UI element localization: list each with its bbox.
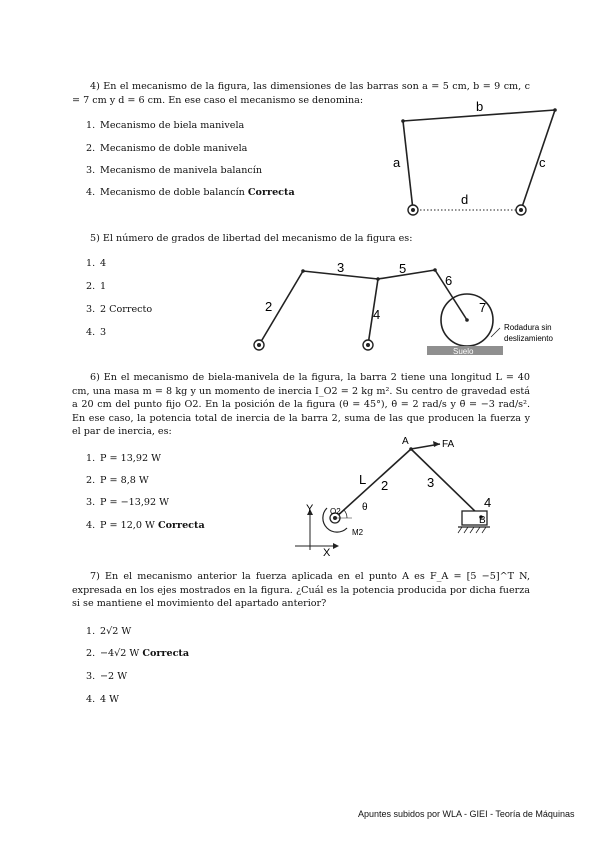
q5-option-4: 4. 3 xyxy=(86,327,107,338)
question-4-text: 4) En el mecanismo de la figura, las dimensiones de las barras son a = 5 cm, b = 9 cm, c = 7 cm y d = 6 cm. En ese caso el mecanismo se denomina: xyxy=(72,81,530,106)
label-link-6: 6 xyxy=(445,273,453,288)
label-link-2: 2 xyxy=(265,299,273,314)
q4-four-bar-figure xyxy=(385,96,570,221)
q4-option-4: 4. Mecanismo de doble balancín Correcta xyxy=(86,187,295,198)
q4-option-3: 3. Mecanismo de manivela balancín xyxy=(86,165,263,176)
correct-mark: Correcta xyxy=(142,648,190,659)
label-M2: M2 xyxy=(352,528,364,537)
q6-option-1: 1. P = 13,92 W xyxy=(86,453,161,464)
label-b: b xyxy=(476,99,484,114)
label-rolling-2: deslizamiento xyxy=(504,334,553,343)
q5-option-3: 3. 2 Correcto xyxy=(86,304,153,315)
question-6-text: 6) En el mecanismo de biela-manivela de la figura, la barra 2 tiene una longitud L = 40 cm, una masa m = 8 kg y un momento de inercia I_O2 = 2 kg m². Su centro de gravedad está a 20 cm del punto fijo O2. En la posición de la figura (θ = 45°), θ̇ = 2 rad/s y θ̈ = −3 rad/s². En ese caso, la potencia total de inercia de la barra 2, suma de las que producen la fuerza y el par de inercia, es: xyxy=(72,372,530,438)
label-link-4: 4 xyxy=(373,307,381,322)
label-O2: O2 xyxy=(330,507,341,516)
question-5-text: 5) El número de grados de libertad del mecanismo de la figura es: xyxy=(90,233,413,244)
label-point-B: B xyxy=(479,515,486,526)
label-ground: Suelo xyxy=(453,347,474,356)
q6-slider-crank-figure xyxy=(290,432,505,560)
correct-mark: Correcta xyxy=(247,187,295,198)
q6-option-4: 4. P = 12,0 W Correcta xyxy=(86,520,205,531)
correct-mark: Correcta xyxy=(157,520,205,531)
q7-option-4: 4. 4 W xyxy=(86,694,120,705)
q4-option-2: 2. Mecanismo de doble manivela xyxy=(86,143,248,154)
label-point-A: A xyxy=(402,436,409,447)
q7-option-1: 1. 2√2 W xyxy=(86,626,132,637)
label-link-7: 7 xyxy=(479,300,487,315)
label-link-5: 5 xyxy=(399,261,407,276)
q5-option-1: 1. 4 xyxy=(86,258,107,269)
label-bar-3: 3 xyxy=(427,475,435,490)
label-L: L xyxy=(359,472,367,487)
label-axis-X: X xyxy=(323,547,331,559)
q7-option-2: 2. −4√2 W Correcta xyxy=(86,648,190,659)
q6-option-2: 2. P = 8,8 W xyxy=(86,475,149,486)
footer-credit: Apuntes subidos por WLA - GIEI - Teoría de Máquinas xyxy=(358,809,575,819)
label-d: d xyxy=(461,192,469,207)
question-7-text: 7) En el mecanismo anterior la fuerza aplicada en el punto A es F_A = [5 −5]^T N, expresada en los ejes mostrados en la figura. ¿Cuál es la potencia producida por dicha fuerza si se mantiene el movimiento del apartado anterior? xyxy=(72,571,530,610)
label-bar-2: 2 xyxy=(381,478,389,493)
q7-option-3: 3. −2 W xyxy=(86,671,128,682)
label-theta: θ xyxy=(362,502,368,513)
label-link-3: 3 xyxy=(337,260,345,275)
label-rolling-1: Rodadura sin xyxy=(504,323,552,332)
q6-option-3: 3. P = −13,92 W xyxy=(86,497,170,508)
label-a: a xyxy=(393,155,401,170)
label-force-FA: FA xyxy=(442,439,455,450)
label-axis-Y: Y xyxy=(306,503,314,515)
q4-option-1: 1. Mecanismo de biela manivela xyxy=(86,120,245,131)
label-c: c xyxy=(539,155,546,170)
q5-option-2: 2. 1 xyxy=(86,281,107,292)
label-bar-4: 4 xyxy=(484,495,492,510)
q5-mechanism-figure xyxy=(245,255,590,360)
